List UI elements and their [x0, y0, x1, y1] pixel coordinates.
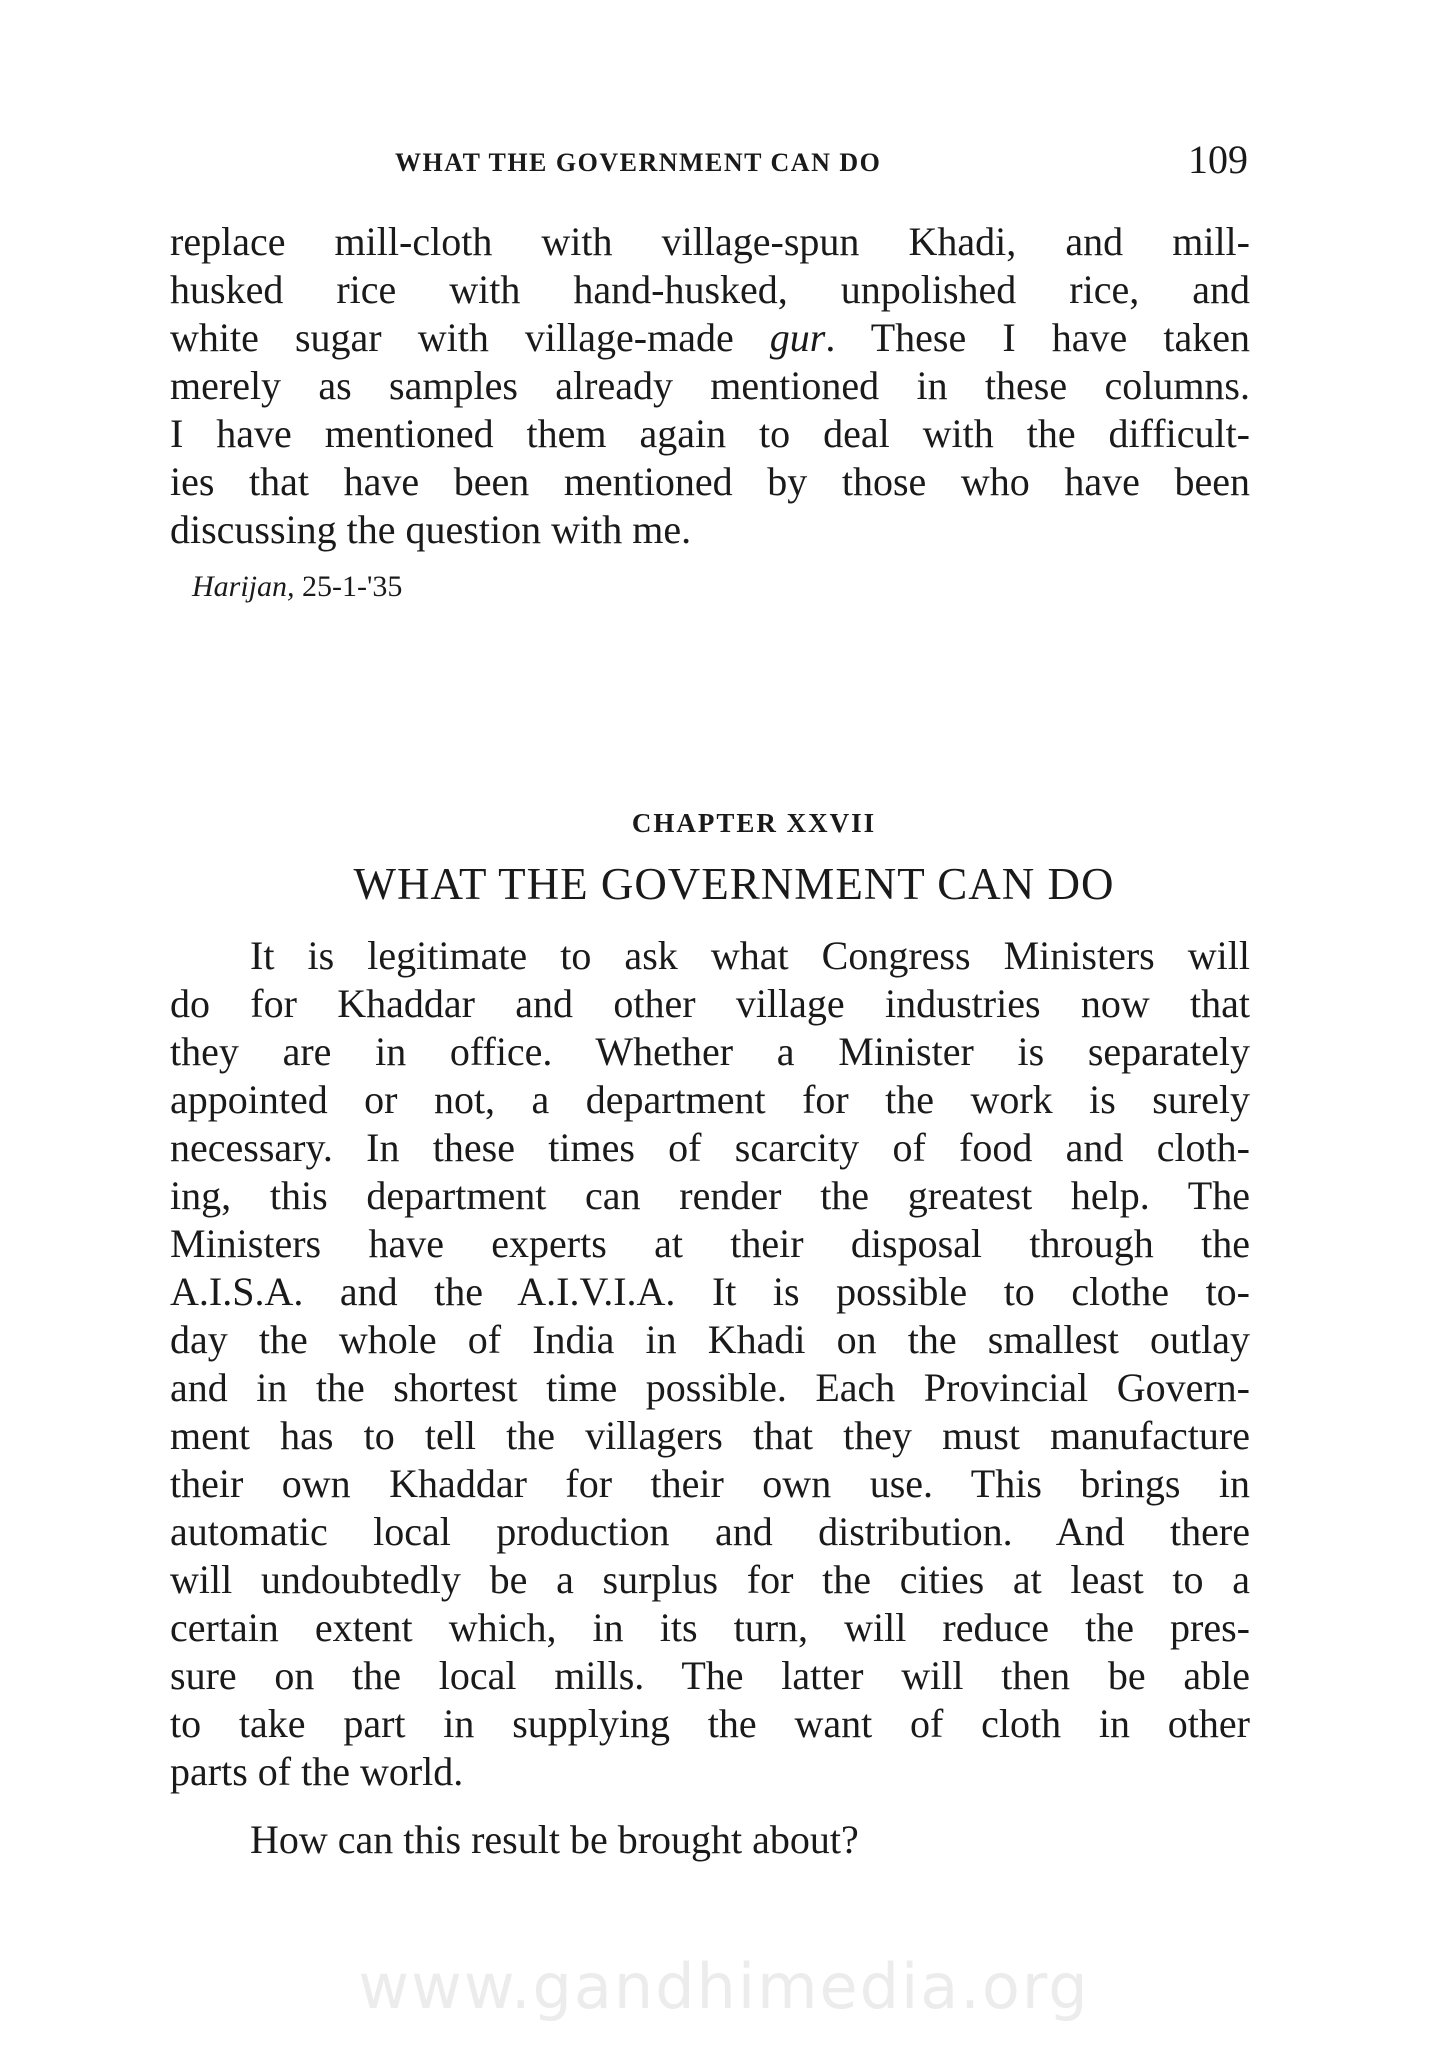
- running-header: WHAT THE GOVERNMENT CAN DO: [395, 148, 882, 177]
- text-fragment: white sugar with village-made: [170, 315, 770, 360]
- text-line: to take part in supplying the want of cloth in other: [170, 1701, 1250, 1746]
- text-line: Ministers have experts at their disposal through the: [170, 1221, 1250, 1266]
- publication-name: Harijan,: [192, 570, 295, 603]
- text-line: and in the shortest time possible. Each Provincial Govern-: [170, 1365, 1250, 1410]
- chapter-label: CHAPTER XXVII: [631, 808, 877, 838]
- text-line: their own Khaddar for their own use. This brings in: [170, 1461, 1250, 1506]
- text-line: It is legitimate to ask what Congress Ministers will: [250, 933, 1250, 978]
- text-line: A.I.S.A. and the A.I.V.I.A. It is possible to clothe to-: [170, 1269, 1250, 1314]
- text-line: replace mill-cloth with village-spun Khadi, and mill-: [170, 219, 1250, 264]
- page-number: 109: [1188, 137, 1248, 182]
- publication-date: 25-1-'35: [302, 570, 403, 603]
- text-line: day the whole of India in Khadi on the smallest outlay: [170, 1317, 1250, 1362]
- text-line: ment has to tell the villagers that they must manufacture: [170, 1413, 1250, 1458]
- text-line: necessary. In these times of scarcity of food and cloth-: [170, 1125, 1250, 1170]
- text-line: automatic local production and distribution. And there: [170, 1509, 1250, 1554]
- text-line: ies that have been mentioned by those who have been: [170, 459, 1250, 504]
- text-line: husked rice with hand-husked, unpolished rice, and: [170, 267, 1250, 312]
- text-line: I have mentioned them again to deal with the difficult-: [170, 411, 1250, 456]
- text-fragment: . These I have taken: [825, 315, 1250, 360]
- text-line: ing, this department can render the greatest help. The: [170, 1173, 1250, 1218]
- text-line: merely as samples already mentioned in these columns.: [170, 363, 1250, 408]
- text-line: will undoubtedly be a surplus for the cities at least to a: [170, 1557, 1250, 1602]
- chapter-title: WHAT THE GOVERNMENT CAN DO: [353, 859, 1115, 909]
- text-line: How can this result be brought about?: [250, 1817, 859, 1862]
- text-line: sure on the local mills. The latter will then be able: [170, 1653, 1250, 1698]
- italic-word: gur: [769, 315, 826, 360]
- text-line: [170, 314, 1250, 362]
- watermark: www.gandhimedia.org: [358, 1950, 1090, 2023]
- text-line: they are in office. Whether a Minister is separately: [170, 1029, 1250, 1074]
- text-line: do for Khaddar and other village industries now that: [170, 981, 1250, 1026]
- text-line: certain extent which, in its turn, will reduce the pres-: [170, 1605, 1250, 1650]
- source-citation: [192, 570, 402, 604]
- text-line: discussing the question with me.: [170, 507, 692, 552]
- text-line: parts of the world.: [170, 1749, 464, 1794]
- text-line: appointed or not, a department for the work is surely: [170, 1077, 1250, 1122]
